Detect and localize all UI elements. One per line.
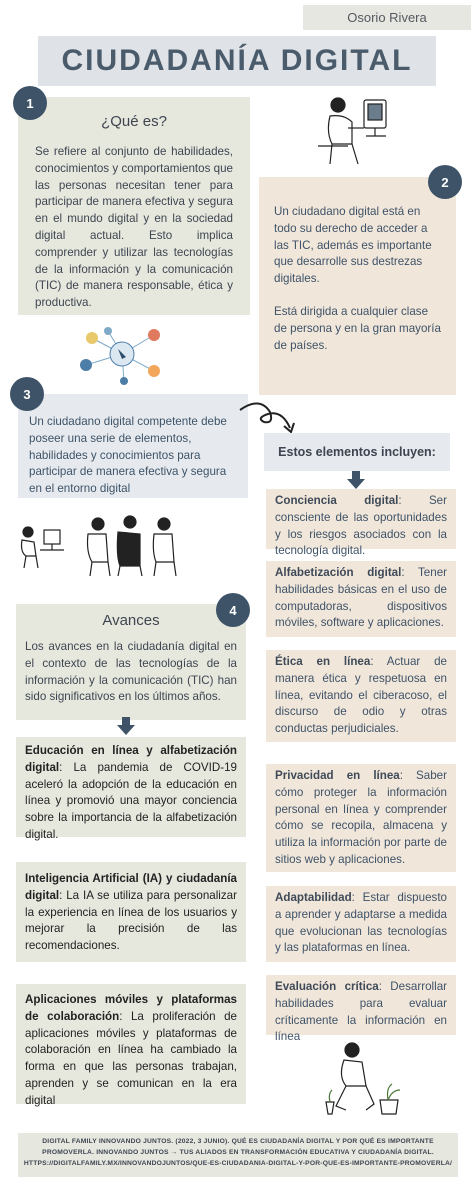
section4-badge: 4 bbox=[216, 593, 250, 627]
element-desc: : Desarrollar habilidades para evaluar críticamente la información en línea bbox=[275, 980, 448, 1044]
advance-item-ia bbox=[16, 862, 246, 962]
element-term: Adaptabilidad bbox=[275, 891, 352, 904]
section4-card bbox=[16, 604, 246, 720]
advance-term: Educación en línea y alfabetización digital bbox=[25, 744, 237, 774]
advance-term: Inteligencia Artificial (IA) y ciudadanía digital bbox=[25, 872, 237, 902]
element-item-privacidad bbox=[266, 764, 456, 872]
down-arrow-icon bbox=[347, 471, 365, 489]
element-term: Alfabetización digital bbox=[275, 566, 402, 579]
element-term: Privacidad en línea bbox=[275, 769, 400, 782]
section3-text: Un ciudadano digital competente debe poseer una serie de elementos, habilidades y conocimientos para participar de manera efectiva y segura en el entorno digital bbox=[29, 415, 227, 496]
footer-reference: DIGITAL FAMILY INNOVANDO JUNTOS. (2022, 3 JUNIO). QUÉ ES CIUDADANÍA DIGITAL Y POR QUÉ ES IMPORTANTE PROMOVERLA. INNOVANDO JUNTOS → TUS ALIADOS EN TRANSFORMACIÓN EDUCATIVA Y CIUDADANÍA DIGITAL. HTTPS://DIGITALFAMILY.MX/INNOVANDOJUNTOS/QUE-ES-CIUDADANIA-DIGITAL-Y-POR-QUE-ES-IMPORTANTE-PROMOVERLA/ bbox=[18, 1133, 458, 1177]
advance-desc: : La IA se utiliza para personalizar la experiencia en línea de los usuarios y mejorar la precisión de las recomendaciones. bbox=[25, 888, 237, 953]
section3-badge: 3 bbox=[10, 377, 44, 411]
digital-network-icon bbox=[72, 323, 172, 385]
section2-text2: Está dirigida a cualquier clase de persona y en la gran mayoría de países. bbox=[274, 304, 441, 352]
advance-desc: : La proliferación de aplicaciones móviles y plataformas de colaboración en línea ha cambiado la forma en que las personas trabajan, aprenden y se comunican en la era digital bbox=[25, 1009, 237, 1107]
element-item-adaptabilidad bbox=[266, 886, 456, 962]
person-planting-illustration bbox=[322, 1040, 412, 1118]
section1-text: Se refiere al conjunto de habilidades, conocimientos y comportamientos que las personas necesitan tener para participar de manera efectiva y segura en el mundo digital y en la sociedad digital actual. Esto implica comprender y utilizar las tecnologías de la información y la comunicación (TIC) de manera responsable, ética y productiva. bbox=[35, 145, 233, 310]
section3-card bbox=[18, 394, 248, 498]
element-desc: : Actuar de manera ética y respetuosa en línea, evitando el ciberacoso, el discurso de odio y otras conductas perjudiciales. bbox=[275, 655, 447, 736]
page-title: CIUDADANÍA DIGITAL bbox=[38, 36, 436, 86]
section2-badge: 2 bbox=[428, 165, 462, 199]
section2-card bbox=[259, 177, 456, 395]
person-computer-illustration bbox=[318, 92, 394, 168]
curved-arrow-icon bbox=[238, 400, 298, 436]
element-term: Evaluación crítica bbox=[275, 980, 379, 993]
section2-text1: Un ciudadano digital está en todo su derecho de acceder a las TIC, además es importante que desarrolle sus destrezas digitales. bbox=[274, 205, 432, 286]
elements-heading-box bbox=[264, 433, 450, 471]
advance-term: Aplicaciones móviles y plataformas de colaboración bbox=[25, 993, 237, 1023]
element-desc: : Tener habilidades básicas en el uso de computadoras, dispositivos móviles, software y aplicaciones. bbox=[275, 566, 447, 630]
down-arrow-icon bbox=[117, 717, 135, 735]
advance-desc: : La pandemia de COVID-19 aceleró la adopción de la educación en línea y promovió una mayor conciencia sobre la importancia de la alfabetización digital. bbox=[25, 760, 237, 841]
group-meeting-illustration bbox=[80, 512, 190, 578]
element-desc: : Estar dispuesto a aprender y adaptarse a medida que evolucionan las tecnologías y las plataformas en línea. bbox=[275, 891, 447, 955]
element-term: Ética en línea bbox=[275, 655, 371, 668]
element-term: Conciencia digital bbox=[275, 494, 399, 507]
element-item-alfabetizacion bbox=[266, 561, 456, 637]
element-desc: : Saber cómo proteger la información personal en línea y comprender cómo se recopila, almacena y utiliza la información por parte de sitios web y aplicaciones. bbox=[275, 769, 447, 866]
advance-item-aplicaciones bbox=[16, 984, 246, 1107]
advance-item-educacion bbox=[16, 737, 246, 841]
section1-badge: 1 bbox=[13, 86, 47, 120]
elements-heading: Estos elementos incluyen: bbox=[278, 445, 436, 459]
section4-text: Los avances en la ciudadanía digital en el contexto de las tecnologías de la información y la comunicación (TIC) han sido significativos en los últimos años. bbox=[25, 640, 237, 704]
element-item-conciencia bbox=[266, 489, 456, 558]
author-label: Osorio Rivera bbox=[303, 5, 471, 30]
section4-heading: Avances bbox=[102, 612, 160, 629]
element-item-evaluacion bbox=[266, 975, 456, 1044]
section1-card bbox=[18, 97, 250, 315]
section1-heading: ¿Qué es? bbox=[101, 113, 167, 130]
element-item-etica bbox=[266, 650, 456, 742]
person-at-desk-illustration bbox=[16, 520, 66, 570]
element-desc: : Ser consciente de las oportunidades y los riesgos asociados con la tecnología digital. bbox=[275, 494, 447, 558]
